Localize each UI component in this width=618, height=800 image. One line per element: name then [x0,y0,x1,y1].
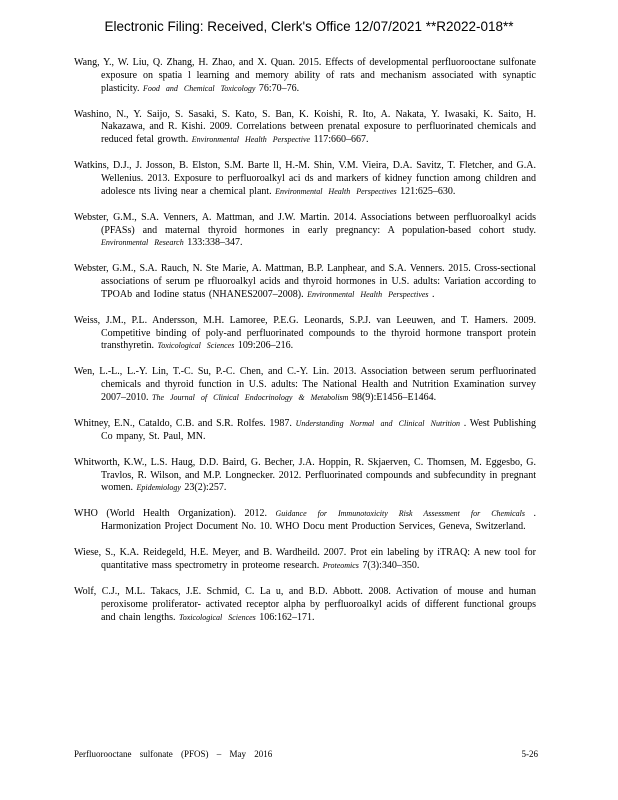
reference-journal: Environmental Health Perspective [191,135,311,145]
page-footer [74,749,538,763]
reference-text: Wiese, S., K.A. Reidegeld, H.E. Meyer, and B. Wardheild. 2007. Prot ein labeling by iTRAQ: A new tool for quantitative mass spectrometry in proteome research. [74,547,536,571]
reference-journal: Toxicological Sciences [157,341,235,351]
reference-citation: 121:625–630. [400,185,456,197]
reference-list [74,57,536,638]
reference-text: Wolf, C.J., M.L. Takacs, J.E. Schmid, C. La u, and B.D. Abbott. 2008. Activation of mouse and human peroxisome proliferator- activated receptor alpha by perfluoroalkyl acids of different functional groups and chain lengths. [74,585,536,623]
reference-journal: Understanding Normal and Clinical Nutrition [295,419,460,429]
reference-entry [74,160,536,198]
reference-citation: 76:70–76. [258,82,300,94]
filing-header: Electronic Filing: Received, Clerk's Office 12/07/2021 **R2022-018** [104,19,514,34]
reference-text: Washino, N., Y. Saijo, S. Sasaki, S. Kato, S. Ban, K. Koishi, R. Ito, A. Nakata, Y. Iwasaki, K. Saito, H. Nakazawa, and R. Kishi. 2009. Correlations between prenatal exposure to perfluorinated chemicals and reduced fetal growth. [74,108,536,146]
reference-citation: . Harmonization Project Document No. 10. WHO Docu ment Production Services, Geneva, Switzerland. [101,508,536,533]
reference-text: WHO (World Health Organization). 2012. [74,508,268,520]
reference-journal: Toxicological Sciences [178,612,256,622]
reference-journal: The Journal of Clinical Endocrinology & Metabolism [152,393,349,403]
reference-entry [74,366,536,404]
reference-entry [74,263,536,301]
reference-entry [74,315,536,353]
reference-citation: 23(2):257. [184,482,227,494]
footer-document-title: Perfluorooctane sulfonate (PFOS) – May 2016 [74,749,273,759]
reference-journal: Guidance for Immunotoxicity Risk Assessment for Chemicals [275,509,525,519]
reference-entry [74,508,536,534]
reference-journal: Epidemiology [136,483,181,493]
reference-text: Wang, Y., W. Liu, Q. Zhang, H. Zhao, and X. Quan. 2015. Effects of developmental perfluorooctane sulfonate exposure on spatia l learning and memory ability of rats and mechanism associated with synaptic plasticity. [74,57,536,94]
reference-text: Watkins, D.J., J. Josson, B. Elston, S.M. Barte ll, H.-M. Shin, V.M. Vieira, D.A. Savitz, T. Fletcher, and G.A. Wellenius. 2013. Exposure to perfluoroalkyl aci ds and markers of kidney function among children and adolesce nts living near a chemical plant. [74,160,536,197]
reference-text: Webster, G.M., S.A. Rauch, N. Ste Marie, A. Mattman, B.P. Lanphear, and S.A. Venners. 2015. Cross-sectional associations of serum pe rfluoroalkyl acids and thyroid hormones in U.S. adults: Variation according to TPOAb and Iodine status (NHANES2007–2008). [74,263,536,300]
reference-journal: Environmental Health Perspectives [275,186,397,196]
reference-citation: . [432,288,435,300]
reference-journal: Food and Chemical Toxicology [143,83,256,93]
reference-citation: 109:206–216. [237,340,294,352]
reference-citation: 117:660–667. [313,134,369,146]
reference-entry [74,418,536,444]
reference-text: Webster, G.M., S.A. Venners, A. Mattman, and J.W. Martin. 2014. Associations between perfluoroalkyl acids (PFASs) and maternal thyroid hormones in early pregnancy: A population-based cohort study. [74,211,536,236]
reference-text: Weiss, J.M., P.L. Andersson, M.H. Lamoree, P.E.G. Leonards, S.P.J. van Leeuwen, and T. Hamers. 2009. Competitive binding of poly-and perfluorinated compounds to the thyroid hormone transport protein transthyretin. [74,314,536,352]
reference-entry [74,586,536,624]
reference-journal: Proteomics [322,560,359,570]
reference-text: Whitworth, K.W., L.S. Haug, D.D. Baird, G. Becher, J.A. Hoppin, R. Skjaerven, C. Thomsen, M. Eggesbo, G. Travlos, R. Wilson, and M.P. Longnecker. 2012. Perfluorinated compounds and subfecundity in pregnant women. [74,456,536,494]
reference-text: Wen, L.-L., L.-Y. Lin, T.-C. Su, P.-C. Chen, and C.-Y. Lin. 2013. Association between serum perfluorinated chemicals and thyroid function in U.S. adults: The National Health and Nutrition Examination survey 2007–2010. [74,366,536,404]
reference-entry [74,547,536,573]
reference-citation: . West Publishing Co mpany, St. Paul, MN. [101,418,537,442]
reference-citation: 98(9):E1456–E1464. [351,392,437,404]
reference-text: Whitney, E.N., Cataldo, C.B. and S.R. Rolfes. 1987. [74,418,292,430]
reference-citation: 106:162–171. [259,611,315,623]
reference-journal: Environmental Health Perspectives [307,289,429,299]
reference-entry [74,457,536,495]
reference-citation: 133:338–347. [187,237,243,249]
reference-entry [74,109,536,147]
reference-entry [74,212,536,250]
reference-citation: 7(3):340–350. [362,559,420,571]
reference-entry [74,57,536,95]
page-number: 5-26 [521,749,538,759]
reference-journal: Environmental Research [101,238,184,248]
